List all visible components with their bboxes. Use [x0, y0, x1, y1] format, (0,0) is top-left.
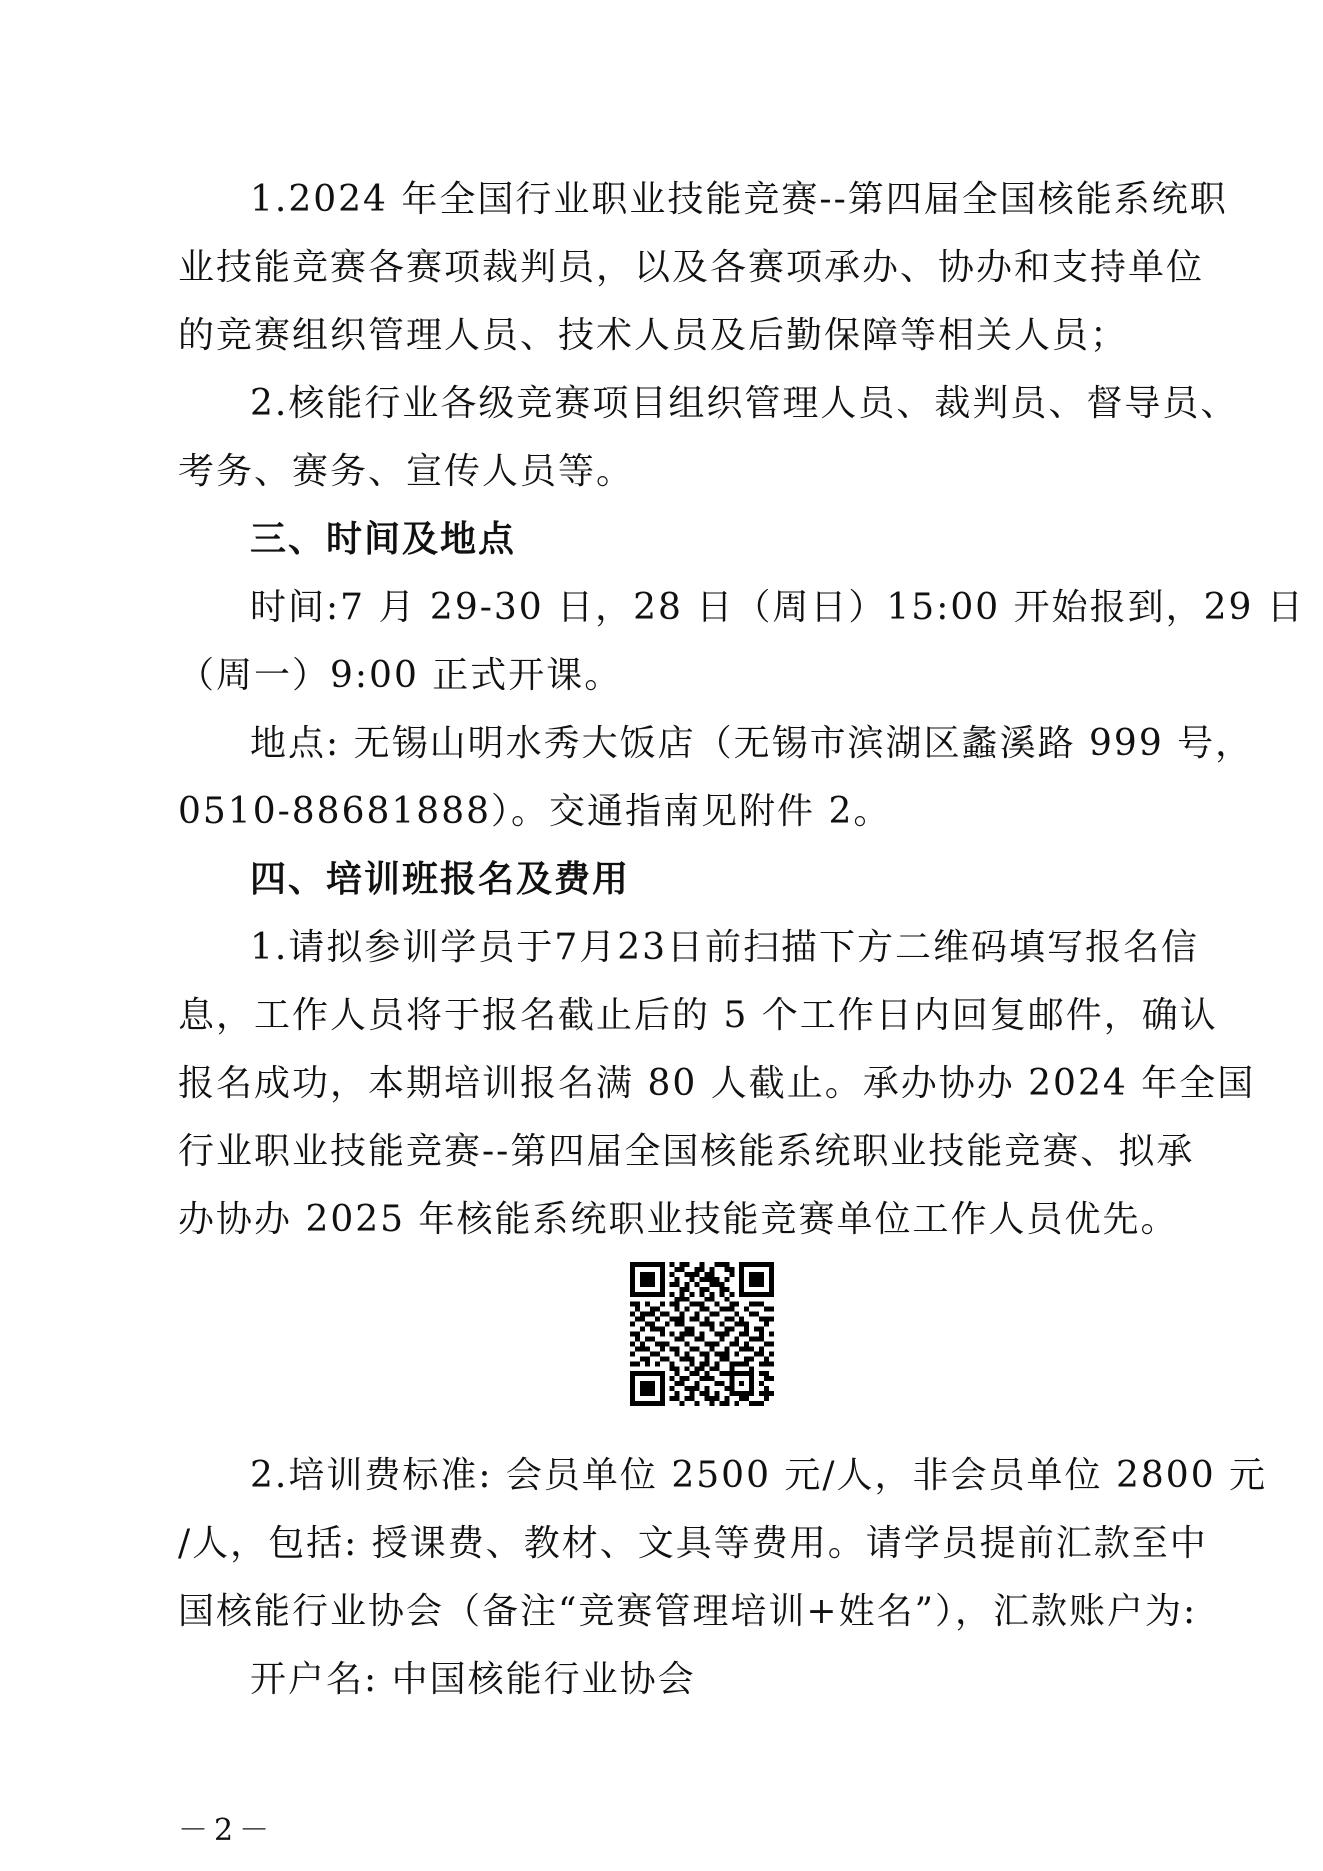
paragraph-line: 行业职业技能竞赛--第四届全国核能系统职业技能竞赛、拟承: [178, 1131, 1195, 1172]
paragraph-line: 地点: 无锡山明水秀大饭店（无锡市滨湖区蠡溪路 999 号，: [250, 723, 1254, 764]
registration-qr-code[interactable]: [630, 1262, 774, 1406]
account-name-line: 开户名: 中国核能行业协会: [250, 1659, 696, 1700]
paragraph-line: 的竞赛组织管理人员、技术人员及后勤保障等相关人员；: [178, 315, 1129, 356]
paragraph-line: 国核能行业协会（备注“竞赛管理培训+姓名”），汇款账户为:: [178, 1591, 1198, 1632]
paragraph-line: 0510-88681888）。交通指南见附件 2。: [178, 791, 892, 832]
paragraph-line: 业技能竞赛各赛项裁判员，以及各赛项承办、协办和支持单位: [178, 247, 1205, 288]
page-number: －2－: [178, 1813, 276, 1848]
paragraph-line: 考务、赛务、宣传人员等。: [178, 451, 635, 492]
paragraph-line: 息，工作人员将于报名截止后的 5 个工作日内回复邮件，确认: [178, 995, 1218, 1036]
paragraph-line: 报名成功，本期培训报名满 80 人截止。承办协办 2024 年全国: [178, 1063, 1256, 1104]
paragraph-line: /人，包括: 授课费、教材、文具等费用。请学员提前汇款至中: [178, 1523, 1208, 1564]
paragraph-line: 时间:7 月 29-30 日，28 日（周日）15:00 开始报到，29 日: [250, 587, 1305, 628]
paragraph-line: 2.核能行业各级竞赛项目组织管理人员、裁判员、督导员、: [250, 383, 1239, 424]
section-heading-registration: 四、培训班报名及费用: [250, 859, 631, 900]
paragraph-line: 1.请拟参训学员于7月23日前扫描下方二维码填写报名信: [250, 927, 1200, 968]
paragraph-line: 2.培训费标准: 会员单位 2500 元/人，非会员单位 2800 元: [250, 1455, 1268, 1496]
paragraph-line: 1.2024 年全国行业职业技能竞赛--第四届全国核能系统职: [250, 179, 1228, 220]
paragraph-line: 办协办 2025 年核能系统职业技能竞赛单位工作人员优先。: [178, 1199, 1179, 1240]
section-heading-time-place: 三、时间及地点: [250, 519, 517, 560]
paragraph-line: （周一）9:00 正式开课。: [178, 655, 623, 696]
